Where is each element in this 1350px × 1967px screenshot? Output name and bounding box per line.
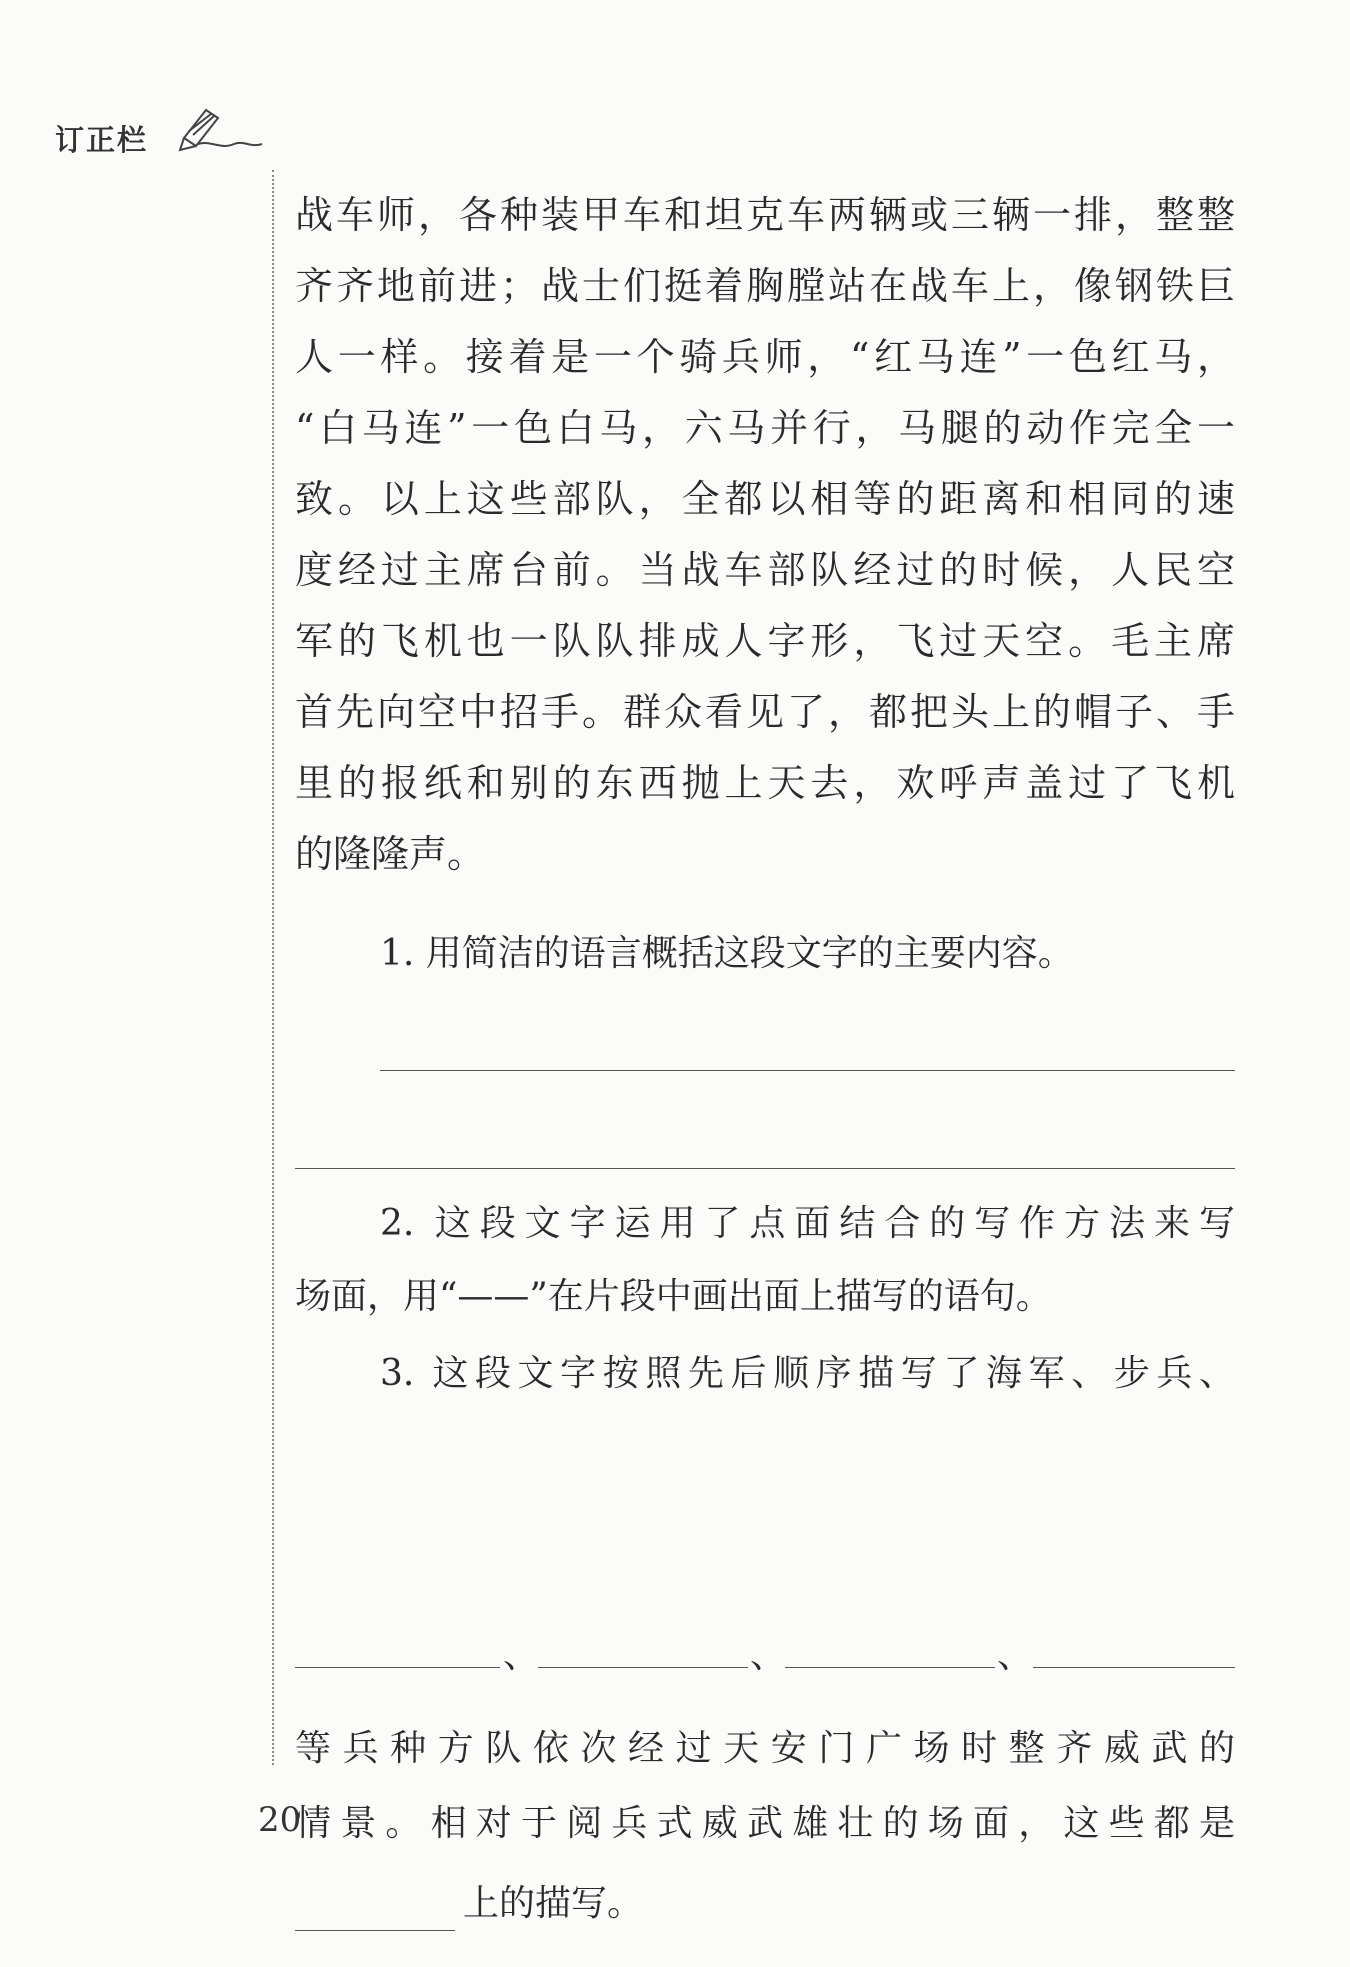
troop-blank-4[interactable]: [1033, 1667, 1235, 1668]
question-3-line-4: 情景。相对于阅兵式威武雄壮的场面，这些都是: [295, 1803, 1235, 1844]
troop-blank-2[interactable]: [538, 1667, 748, 1668]
enumeration-comma: 、: [750, 1635, 787, 1676]
question-1: 1. 用简洁的语言概括这段文字的主要内容。: [380, 933, 1074, 974]
troop-blank-3[interactable]: [785, 1667, 995, 1668]
question-2-line-2: 场面，用“——”在片段中画出面上描写的语句。: [295, 1276, 1052, 1317]
passage-line: 战车师，各种装甲车和坦克车两辆或三辆一排，整整: [295, 193, 1235, 237]
question-3-line-1: 3. 这段文字按照先后顺序描写了海军、步兵、: [380, 1353, 1235, 1394]
troop-blank-1[interactable]: [295, 1667, 500, 1668]
passage-line: 度经过主席台前。当战车部队经过的时候，人民空: [295, 548, 1235, 592]
passage-line: 齐齐地前进；战士们挺着胸膛站在战车上，像钢铁巨: [295, 264, 1235, 308]
question-3-line-3: 等兵种方队依次经过天安门广场时整齐威武的: [295, 1728, 1235, 1769]
question-3-tail: 上的描写。: [463, 1883, 644, 1924]
passage-line: 致。以上这些部队，全都以相等的距离和相同的速: [295, 477, 1235, 521]
enumeration-comma: 、: [997, 1635, 1034, 1676]
passage-line: 军的飞机也一队队排成人字形，飞过天空。毛主席: [295, 619, 1235, 663]
question-2-line-1: 2. 这段文字运用了点面结合的写作方法来写: [380, 1203, 1235, 1244]
passage-line: 人一样。接着是一个骑兵师，“红马连”一色红马，: [295, 335, 1235, 379]
enumeration-comma: 、: [503, 1635, 540, 1676]
troop-blanks-row: [295, 1630, 1235, 1680]
passage-line: 的隆隆声。: [295, 832, 486, 876]
passage-line: 里的报纸和别的东西抛上天去，欢呼声盖过了飞机: [295, 761, 1235, 805]
passage-line: “白马连”一色白马，六马并行，马腿的动作完全一: [295, 406, 1235, 450]
pencil-icon: [176, 100, 266, 160]
passage-line: 首先向空中招手。群众看见了，都把头上的帽子、手: [295, 690, 1235, 734]
answer-line-2[interactable]: [295, 1168, 1235, 1169]
answer-line-1[interactable]: [380, 1070, 1235, 1071]
correction-column-label: 订正栏: [55, 123, 149, 157]
margin-divider: [272, 170, 274, 1765]
page-number: 20: [258, 1800, 302, 1840]
description-blank[interactable]: [295, 1930, 455, 1931]
